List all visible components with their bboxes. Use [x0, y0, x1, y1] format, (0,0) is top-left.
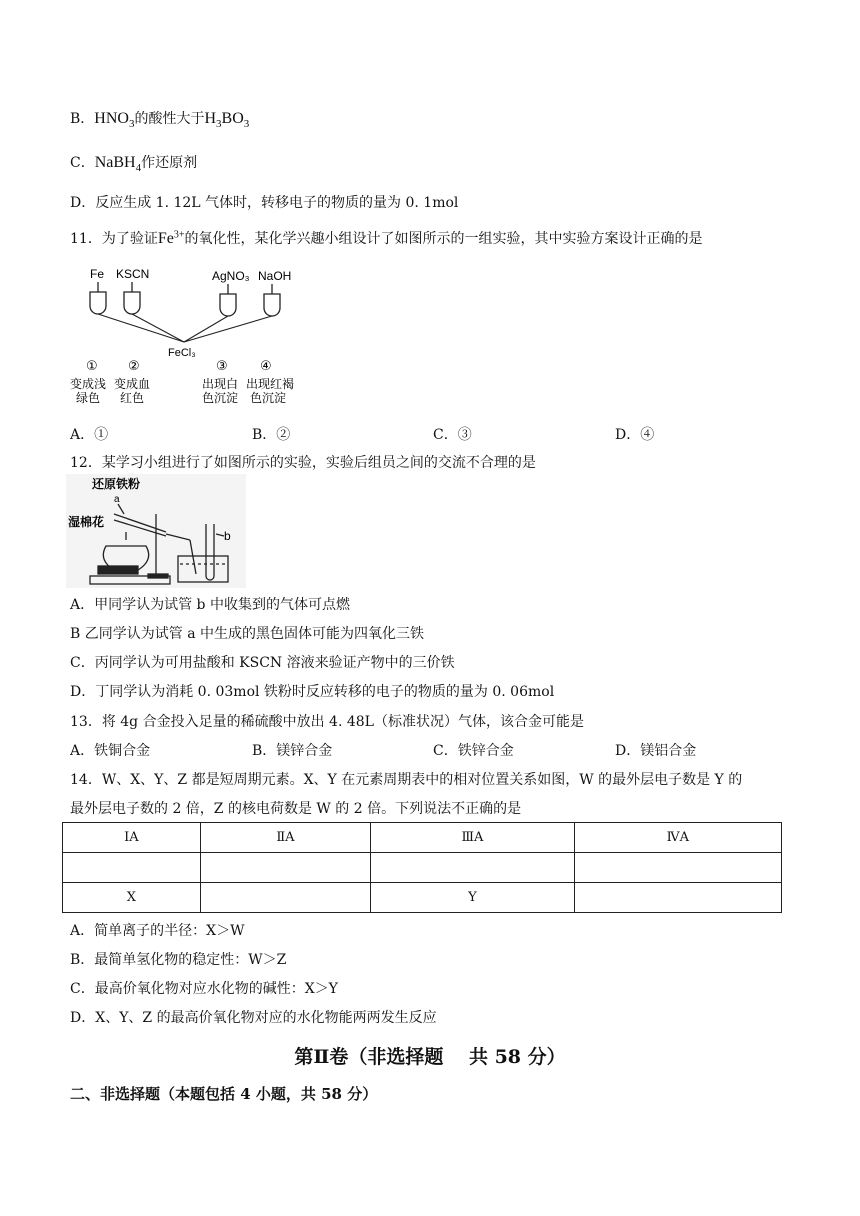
result-2-line1: 变成血 [114, 377, 151, 391]
periodic-table-fragment [62, 822, 782, 913]
label-wet-cotton: 湿棉花 [68, 515, 105, 529]
q11-option-a: A．① [70, 427, 109, 443]
table-header-row [63, 823, 782, 853]
num-2: ② [128, 358, 140, 373]
label-a: a [114, 494, 120, 505]
q10-option-d: D．反应生成 1. 12L 气体时，转移电子的物质的量为 0. 1mol [70, 195, 459, 211]
table-row [63, 883, 782, 913]
label-iron-powder: 还原铁粉 [92, 477, 141, 491]
table-cell [371, 853, 574, 883]
dropper-2 [124, 282, 140, 314]
table-cell [574, 883, 781, 913]
reagent-kscn: KSCN [116, 267, 150, 281]
result-4-line1: 出现红褐 [246, 377, 295, 391]
table-cell [200, 883, 371, 913]
label-b: b [224, 529, 231, 543]
q14-option-a: A．简单离子的半径：X＞W [70, 923, 245, 939]
q13-option-a: A．铁铜合金 [70, 743, 151, 759]
table-header-cell: ⅡA [200, 823, 371, 853]
q10-option-b: B．$HNO_3$的酸性大于$H_3BO_3$ [70, 110, 250, 130]
table-cell [574, 853, 781, 883]
section-subtitle: 二、非选择题（本题包括 4 小题，共 58 分） [70, 1085, 378, 1103]
section-title: 第Ⅱ卷（非选择题 共 58 分） [294, 1046, 566, 1068]
table-cell: Y [371, 883, 574, 913]
table-cell [63, 853, 201, 883]
result-4-line2: 色沉淀 [250, 391, 287, 405]
q14-stem-line2: 最外层电子数的 2 倍，Z 的核电荷数是 W 的 2 倍。下列说法不正确的是 [70, 801, 522, 817]
reagent-agno3: AgNO₃ [212, 269, 250, 283]
q13-option-b: B．镁锌合金 [252, 743, 333, 759]
q12-option-b: B 乙同学认为试管 a 中生成的黑色固体可能为四氧化三铁 [70, 626, 424, 642]
table-header-cell: ⅠA [63, 823, 201, 853]
q13-option-c: C．铁锌合金 [433, 743, 514, 759]
num-4: ④ [260, 358, 272, 373]
q12-stem: 12．某学习小组进行了如图所示的实验，实验后组员之间的交流不合理的是 [70, 455, 536, 471]
q12-option-d: D．丁同学认为消耗 0. 03mol 铁粉时反应转移的电子的物质的量为 0. 06mol [70, 684, 555, 700]
q11-figure [66, 262, 316, 412]
dropper-1 [90, 282, 106, 314]
q12-option-a: A．甲同学认为试管 b 中收集到的气体可点燃 [70, 597, 350, 613]
q12-figure [66, 474, 246, 588]
table-cell [200, 853, 371, 883]
result-1-line1: 变成浅 [70, 377, 107, 391]
connector-lines [98, 314, 272, 342]
q12-option-c: C．丙同学认为可用盐酸和 KSCN 溶液来验证产物中的三价铁 [70, 655, 455, 671]
reagent-naoh: NaOH [258, 269, 292, 283]
q11-stem: 11．为了验证$Fe^{3+}$的氧化性，某化学兴趣小组设计了如图所示的一组实验，其中实验方案设计正确的是 [70, 229, 703, 247]
q13-stem: 13．将 4g 合金投入足量的稀硫酸中放出 4. 48L（标准状况）气体，该合金可能是 [70, 714, 584, 730]
q14-option-b: B．最简单氢化物的稳定性：W＞Z [70, 952, 287, 968]
q14-option-c: C．最高价氧化物对应水化物的碱性：X＞Y [70, 981, 338, 997]
q11-option-c: C．③ [433, 427, 472, 443]
dropper-4 [264, 284, 280, 316]
center-fecl3: FeCl₃ [168, 347, 196, 359]
dropper-3 [220, 284, 236, 316]
table-cell: X [63, 883, 201, 913]
table-header-cell: ⅢA [371, 823, 574, 853]
reagent-fe: Fe [90, 267, 105, 281]
num-1: ① [86, 358, 98, 373]
q11-option-b: B．② [252, 427, 291, 443]
num-3: ③ [216, 358, 228, 373]
q14-option-d: D．X、Y、Z 的最高价氧化物对应的水化物能两两发生反应 [70, 1010, 437, 1026]
result-3-line2: 色沉淀 [202, 391, 239, 405]
table-row [63, 853, 782, 883]
result-1-line2: 绿色 [76, 391, 101, 405]
q13-option-d: D．镁铝合金 [615, 743, 697, 759]
q14-stem-line1: 14．W、X、Y、Z 都是短周期元素。X、Y 在元素周期表中的相对位置关系如图，W 的最外层电子数是 Y 的 [70, 772, 743, 788]
table-header-cell: ⅣA [574, 823, 781, 853]
q11-option-d: D．④ [615, 427, 655, 443]
q10-option-c: C．NaBH$_4$作还原剂 [70, 154, 198, 174]
result-2-line2: 红色 [120, 391, 145, 405]
result-3-line1: 出现白 [202, 377, 239, 391]
